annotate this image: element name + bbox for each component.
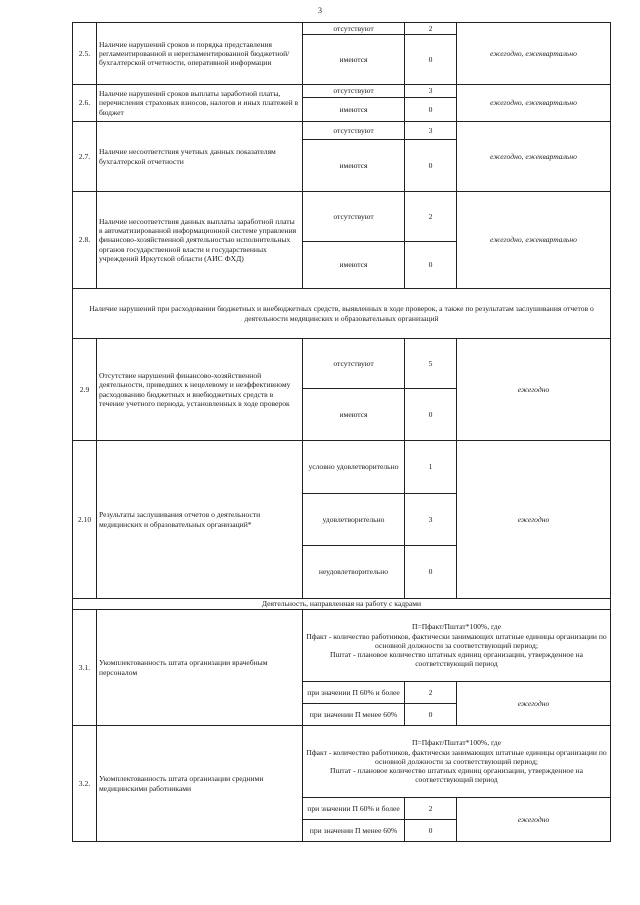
periodicity: ежегодно, ежеквартально bbox=[457, 23, 611, 85]
points: 1 bbox=[405, 441, 457, 494]
formula-cell bbox=[303, 726, 611, 798]
points: 0 bbox=[405, 820, 457, 842]
points: 0 bbox=[405, 242, 457, 289]
page-number: 3 bbox=[318, 6, 322, 15]
periodicity: ежегодно, ежеквартально bbox=[457, 192, 611, 289]
condition: имеются bbox=[303, 140, 405, 192]
criterion-text: Укомплектованность штата организации врачебным персоналом bbox=[97, 610, 303, 726]
points: 0 bbox=[405, 546, 457, 599]
section-heading: Деятельность, направленная на работу с кадрами bbox=[73, 599, 611, 610]
table-row bbox=[73, 441, 611, 494]
formula-line: Пштат - плановое количество штатных единиц организации, утвержденное на соответствующий период bbox=[330, 766, 583, 785]
condition: при значении П 60% и более bbox=[303, 798, 405, 820]
condition: отсутствуют bbox=[303, 85, 405, 98]
points: 2 bbox=[405, 798, 457, 820]
condition: имеются bbox=[303, 98, 405, 122]
periodicity: ежегодно bbox=[457, 682, 611, 726]
points: 3 bbox=[405, 122, 457, 140]
table-row bbox=[73, 23, 611, 35]
condition: отсутствуют bbox=[303, 339, 405, 389]
row-number: 2.5. bbox=[73, 23, 97, 85]
points: 0 bbox=[405, 704, 457, 726]
criterion-text: Отсутствие нарушений финансово-хозяйственной деятельности, приведших к нецелевому и неэффективному расходованию бюджетных и внебюджетных средств в течение учетного периода, установленных в ходе проверок bbox=[97, 339, 303, 441]
points: 5 bbox=[405, 339, 457, 389]
table-row bbox=[73, 192, 611, 242]
row-number: 2.9 bbox=[73, 339, 97, 441]
condition: условно удовлетворительно bbox=[303, 441, 405, 494]
condition: при значении П менее 60% bbox=[303, 820, 405, 842]
row-number: 2.10 bbox=[73, 441, 97, 599]
condition: при значении П менее 60% bbox=[303, 704, 405, 726]
criterion-text: Наличие нарушений сроков выплаты заработной платы, перечисления страховых взносов, налогов и иных платежей в бюджет bbox=[97, 85, 303, 122]
row-number: 3.2. bbox=[73, 726, 97, 842]
formula-line: Пфакт - количество работников, фактически занимающих штатные единицы организации по основной должности за соответствующий период; bbox=[306, 747, 607, 766]
points: 0 bbox=[405, 98, 457, 122]
formula-line: П=Пфакт/Пштат*100%, где bbox=[411, 738, 502, 748]
periodicity: ежегодно bbox=[457, 798, 611, 842]
periodicity: ежегодно, ежеквартально bbox=[457, 122, 611, 192]
row-number: 2.6. bbox=[73, 85, 97, 122]
periodicity: ежегодно, ежеквартально bbox=[457, 85, 611, 122]
section-heading: Наличие нарушений при расходовании бюджетных и внебюджетных средств, выявленных в ходе проверок, а также по результатам заслушивания отчетов о деятельности медицинских и образовательных организаций bbox=[73, 289, 611, 339]
condition: отсутствуют bbox=[303, 122, 405, 140]
table-row bbox=[73, 610, 611, 682]
condition: неудовлетворительно bbox=[303, 546, 405, 599]
formula-line: П=Пфакт/Пштат*100%, где bbox=[411, 622, 502, 632]
condition: отсутствуют bbox=[303, 23, 405, 35]
formula-line: Пштат - плановое количество штатных единиц организации, утвержденное на соответствующий период bbox=[330, 650, 583, 669]
points: 0 bbox=[405, 35, 457, 85]
row-number: 3.1. bbox=[73, 610, 97, 726]
condition: имеются bbox=[303, 389, 405, 441]
points: 2 bbox=[405, 682, 457, 704]
table-row bbox=[73, 122, 611, 140]
formula-cell bbox=[303, 610, 611, 682]
points: 2 bbox=[405, 192, 457, 242]
criterion-text: Результаты заслушивания отчетов о деятельности медицинских и образовательных организаций* bbox=[97, 441, 303, 599]
points: 3 bbox=[405, 494, 457, 546]
table-row bbox=[73, 289, 611, 339]
formula-line: Пфакт - количество работников, фактически занимающих штатные единицы организации по основной должности за соответствующий период; bbox=[306, 631, 607, 650]
points: 3 bbox=[405, 85, 457, 98]
periodicity: ежегодно bbox=[457, 441, 611, 599]
condition: имеются bbox=[303, 242, 405, 289]
criterion-text: Наличие несоответствия учетных данных показателям бухгалтерской отчетности bbox=[97, 122, 303, 192]
row-number: 2.8. bbox=[73, 192, 97, 289]
table-row bbox=[73, 599, 611, 610]
table-row bbox=[73, 339, 611, 389]
points: 0 bbox=[405, 140, 457, 192]
periodicity: ежегодно bbox=[457, 339, 611, 441]
condition: при значении П 60% и более bbox=[303, 682, 405, 704]
criterion-text: Укомплектованность штата организации средними медицинскими работниками bbox=[97, 726, 303, 842]
criterion-text: Наличие нарушений сроков и порядка представления регламентированной и нерегламентированной бюджетной/бухгалтерской отчетности, оперативной информации bbox=[97, 23, 303, 85]
condition: отсутствуют bbox=[303, 192, 405, 242]
condition: имеются bbox=[303, 35, 405, 85]
condition: удовлетворительно bbox=[303, 494, 405, 546]
table-row bbox=[73, 85, 611, 98]
points: 2 bbox=[405, 23, 457, 35]
criteria-table bbox=[72, 22, 611, 842]
points: 0 bbox=[405, 389, 457, 441]
table-row bbox=[73, 726, 611, 798]
row-number: 2.7. bbox=[73, 122, 97, 192]
criterion-text: Наличие несоответствия данных выплаты заработной платы в автоматизированной информационной системе управления финансово-хозяйственной деятельностью исполнительных органов государственной власти и государственных учреждений Иркутской области (АИС ФХД) bbox=[97, 192, 303, 289]
